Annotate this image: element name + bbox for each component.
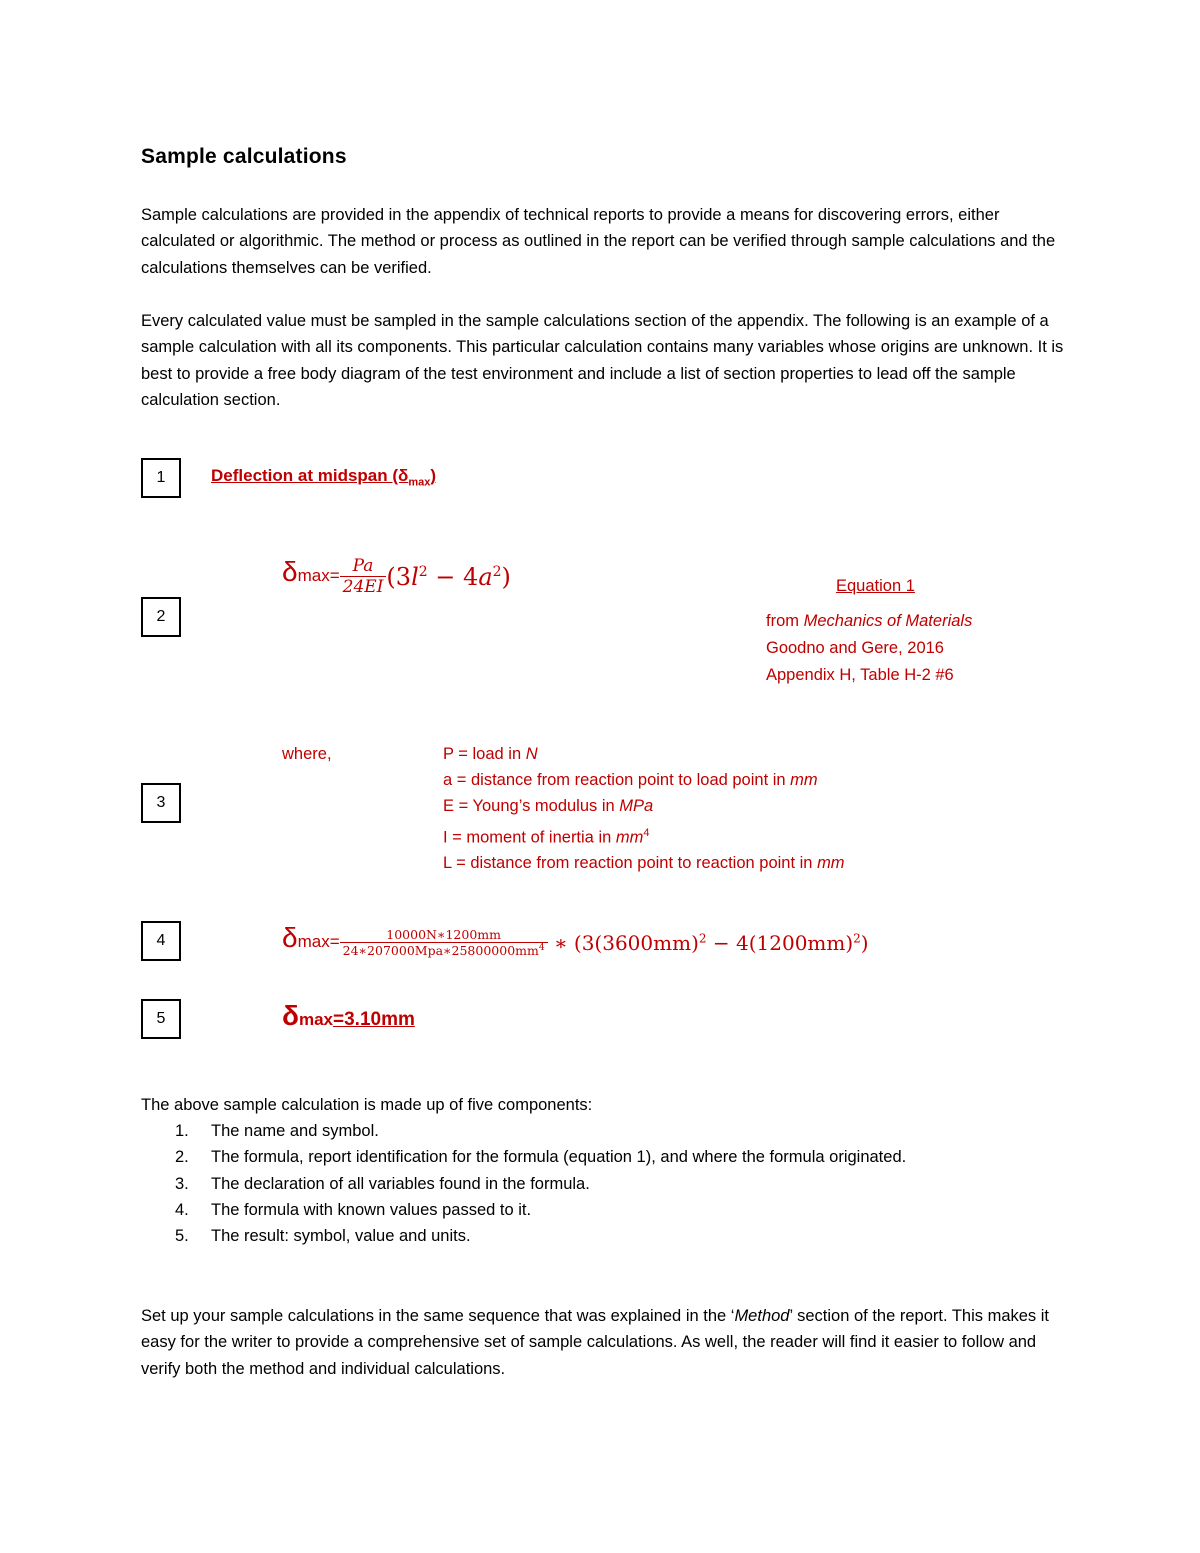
step1-heading: Deflection at midspan $(\delta_{max})$: [211, 466, 437, 489]
step-box-3: 3: [141, 783, 181, 823]
step4-formula: δmax= $\frac{10000N∗1200mm}{24∗207000Mpa∗25800000mm^4}$ ∗ $(3(3600mm)^2 - 4(1200mm)^2)$: [282, 922, 869, 959]
summary: [141, 1092, 1041, 1249]
variable-item: P = load in N: [443, 745, 538, 763]
equation-label: Equation 1: [836, 577, 915, 595]
variable-list: [443, 741, 845, 877]
step-box-2: 2: [141, 597, 181, 637]
list-item: 2. The formula, report identification for the formula (equation 1), and where the formula originated.: [175, 1148, 907, 1167]
step-box-4: 4: [141, 921, 181, 961]
step5-result: δmax=3.10mm: [282, 1000, 415, 1031]
list-item: 5. The result: symbol, value and units.: [175, 1227, 471, 1246]
step-box-5: 5: [141, 999, 181, 1039]
variable-item: E = Young’s modulus in MPa: [443, 797, 654, 816]
step-box-1: 1: [141, 458, 181, 498]
intro-paragraph-2: Every calculated value must be sampled in the sample calculations section of the appendix. The following is an example of a sample calculation with all its components. This particular calculation contains many variables whose origins are unknown. It is best to provide a free body diagram of the test environment and include a list of section properties to lead off the sample calculation section.: [141, 312, 1064, 409]
closing-paragraph: Set up your sample calculations in the same sequence that was explained in the ‘Method’ section of the report. This makes it easy for the writer to provide a comprehensive set of sample calculations. As well, the reader will find it easier to follow and verify both the method and individual calculations.: [141, 1307, 1050, 1378]
variable-item: I = moment of inertia in $mm^4$: [443, 826, 650, 847]
summary-intro: The above sample calculation is made up of five components:: [141, 1096, 593, 1114]
where-label: where,: [282, 745, 332, 763]
intro-paragraph-1: Sample calculations are provided in the appendix of technical reports to provide a means for discovering errors, either calculated or algorithmic. The method or process as outlined in the report can be verified through sample calculations and the calculations themselves can be verified.: [141, 206, 1056, 277]
variable-item: L = distance from reaction point to reaction point in mm: [443, 854, 845, 873]
page-title: Sample calculations: [141, 145, 347, 168]
reference-authors: Goodno and Gere, 2016: [766, 639, 944, 657]
list-item: 1. The name and symbol.: [175, 1122, 379, 1141]
reference-source: from Mechanics of Materials: [766, 612, 973, 630]
step2-formula: δmax= $\frac{Pa}{24EI}$ $(3l^2 - 4a^2)$: [282, 556, 511, 598]
list-item: 4. The formula with known values passed to it.: [175, 1200, 532, 1219]
list-item: 3. The declaration of all variables found in the formula.: [175, 1174, 590, 1193]
reference-location: Appendix H, Table H-2 #6: [766, 666, 954, 684]
variable-item: a = distance from reaction point to load point in mm: [443, 771, 818, 790]
